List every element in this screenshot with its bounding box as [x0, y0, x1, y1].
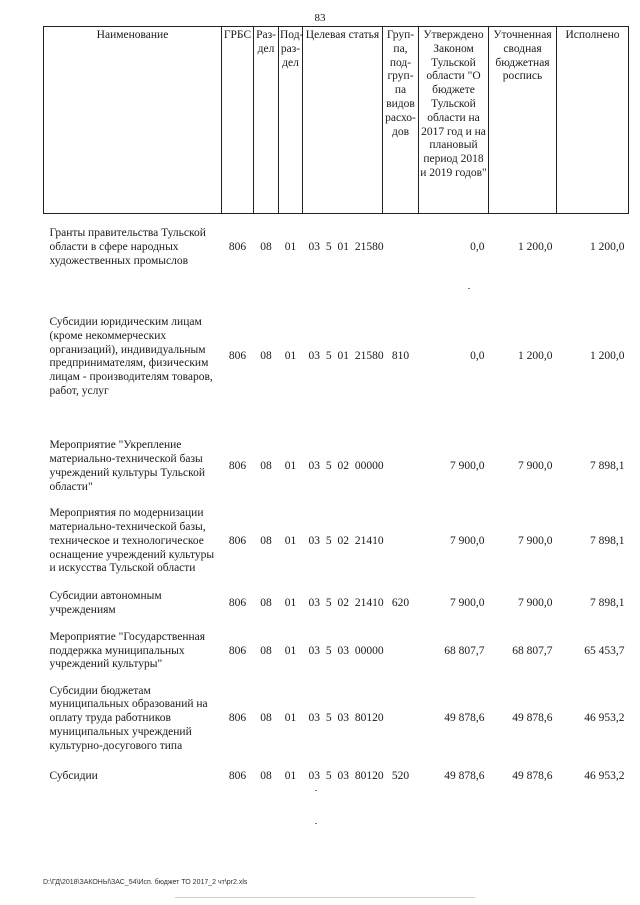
row-executed: 65 453,7 — [584, 644, 625, 657]
row-vid: 810 — [391, 350, 410, 363]
table-row — [44, 214, 629, 283]
table-row — [44, 583, 629, 625]
row-name: Субсидии юридическим лицам (кроме некоммерческих организаций), индивидуальным предпринимателям, физическим лицам - производителям товаров, работ, услуг — [49, 316, 213, 397]
row-refined: 49 878,6 — [512, 770, 553, 783]
row-refined: 1 200,0 — [518, 241, 553, 254]
row-razdel: 08 — [260, 644, 272, 657]
row-target: 03 5 02 21410 — [308, 534, 384, 547]
header-approved: Утверждено Законом Тульской области "О бюджете Тульской области на 2017 год и на плановый период 2018 и 2019 годов" — [419, 27, 489, 214]
table-row — [44, 433, 629, 501]
row-podrazdel: 01 — [284, 241, 297, 254]
row-name: Субсидии бюджетам муниципальных образований на оплату труда работников муниципальных учреждений культурно-досугового типа — [49, 684, 208, 752]
row-executed: 46 953,2 — [584, 712, 625, 725]
row-approved: 7 900,0 — [450, 596, 485, 609]
row-spacer — [44, 282, 629, 310]
row-refined: 68 807,7 — [512, 644, 553, 657]
row-vid: 620 — [391, 596, 410, 609]
header-podrazdel: Под- раз- дел — [279, 27, 303, 214]
row-name: Мероприятия по модернизации материально-технической базы, техническое и технологическое оснащение учреждений культуры и искусства Тульской области — [49, 507, 215, 575]
row-name: Гранты правительства Тульской области в сфере народных художественных промыслов — [49, 227, 206, 267]
row-refined: 7 900,0 — [518, 596, 553, 609]
row-grbs: 806 — [228, 350, 247, 363]
row-grbs: 806 — [228, 241, 247, 254]
header-vid: Груп- па, под- груп- па видов расхо- дов — [383, 27, 419, 214]
table-row — [44, 760, 629, 794]
row-name: Субсидии — [49, 770, 98, 783]
row-vid — [383, 501, 419, 583]
row-target: 03 5 02 21410 — [308, 596, 384, 609]
scan-artifact-line — [175, 897, 475, 898]
row-refined: 7 900,0 — [518, 534, 553, 547]
row-approved: 0,0 — [470, 350, 485, 363]
row-executed: 7 898,1 — [590, 534, 625, 547]
row-target: 03 5 01 21580 — [308, 241, 384, 254]
row-approved: 68 807,7 — [444, 644, 485, 657]
scan-speck — [315, 790, 317, 791]
row-vid: 520 — [391, 770, 410, 783]
row-vid — [383, 625, 419, 678]
row-podrazdel: 01 — [284, 534, 297, 547]
row-target: 03 5 03 00000 — [308, 644, 384, 657]
row-refined: 49 878,6 — [512, 712, 553, 725]
row-target: 03 5 01 21580 — [308, 350, 384, 363]
page-number: 83 — [314, 12, 326, 24]
header-target: Целевая статья — [303, 27, 383, 214]
row-approved: 7 900,0 — [450, 459, 485, 472]
row-approved: 49 878,6 — [444, 712, 485, 725]
table-header-row — [44, 27, 629, 214]
row-spacer — [44, 405, 629, 433]
scan-speck — [315, 823, 317, 824]
row-target: 03 5 03 80120 — [308, 770, 384, 783]
row-vid — [383, 433, 419, 501]
row-podrazdel: 01 — [284, 596, 297, 609]
row-name: Субсидии автономным учреждениям — [49, 589, 162, 616]
row-grbs: 806 — [228, 596, 247, 609]
table-row — [44, 310, 629, 405]
row-approved: 49 878,6 — [444, 770, 485, 783]
row-refined: 7 900,0 — [518, 459, 553, 472]
header-razdel: Раз- дел — [254, 27, 279, 214]
row-grbs: 806 — [228, 459, 247, 472]
row-executed: 7 898,1 — [590, 459, 625, 472]
row-grbs: 806 — [228, 644, 247, 657]
row-vid — [383, 678, 419, 760]
header-grbs: ГРБС — [222, 27, 254, 214]
header-refined: Уточненная сводная бюджетная роспись — [489, 27, 557, 214]
row-grbs: 806 — [228, 712, 247, 725]
row-razdel: 08 — [260, 712, 272, 725]
row-podrazdel: 01 — [284, 712, 297, 725]
row-razdel: 08 — [260, 350, 272, 363]
row-podrazdel: 01 — [284, 644, 297, 657]
row-grbs: 806 — [228, 534, 247, 547]
row-name: Мероприятие "Государственная поддержка муниципальных учреждений культуры" — [49, 630, 206, 671]
row-refined: 1 200,0 — [518, 350, 553, 363]
row-razdel: 08 — [260, 241, 272, 254]
row-executed: 7 898,1 — [590, 596, 625, 609]
row-approved: 0,0 — [470, 241, 485, 254]
row-approved: 7 900,0 — [450, 534, 485, 547]
table-row — [44, 501, 629, 583]
table-row — [44, 678, 629, 760]
row-executed: 1 200,0 — [590, 241, 625, 254]
row-executed: 1 200,0 — [590, 350, 625, 363]
row-executed: 46 953,2 — [584, 770, 625, 783]
row-razdel: 08 — [260, 770, 272, 783]
budget-execution-table — [43, 26, 629, 794]
row-razdel: 08 — [260, 534, 272, 547]
row-name: Мероприятие "Укрепление материально-технической базы учреждений культуры Тульской области" — [49, 439, 206, 493]
row-razdel: 08 — [260, 596, 272, 609]
row-razdel: 08 — [260, 459, 272, 472]
row-podrazdel: 01 — [284, 770, 297, 783]
row-podrazdel: 01 — [284, 459, 297, 472]
header-name: Наименование — [44, 27, 222, 214]
row-vid — [383, 214, 419, 283]
scan-speck — [468, 288, 470, 289]
row-grbs: 806 — [228, 770, 247, 783]
row-target: 03 5 02 00000 — [308, 459, 384, 472]
row-podrazdel: 01 — [284, 350, 297, 363]
header-executed: Исполнено — [557, 27, 629, 214]
file-path-footer: D:\ГД\2018\ЗАКОНЫ\ЗАС_54\Исп. бюджет ТО 2017_2 чт\pr2.xls — [43, 879, 248, 886]
row-target: 03 5 03 80120 — [308, 712, 384, 725]
table-row — [44, 625, 629, 678]
